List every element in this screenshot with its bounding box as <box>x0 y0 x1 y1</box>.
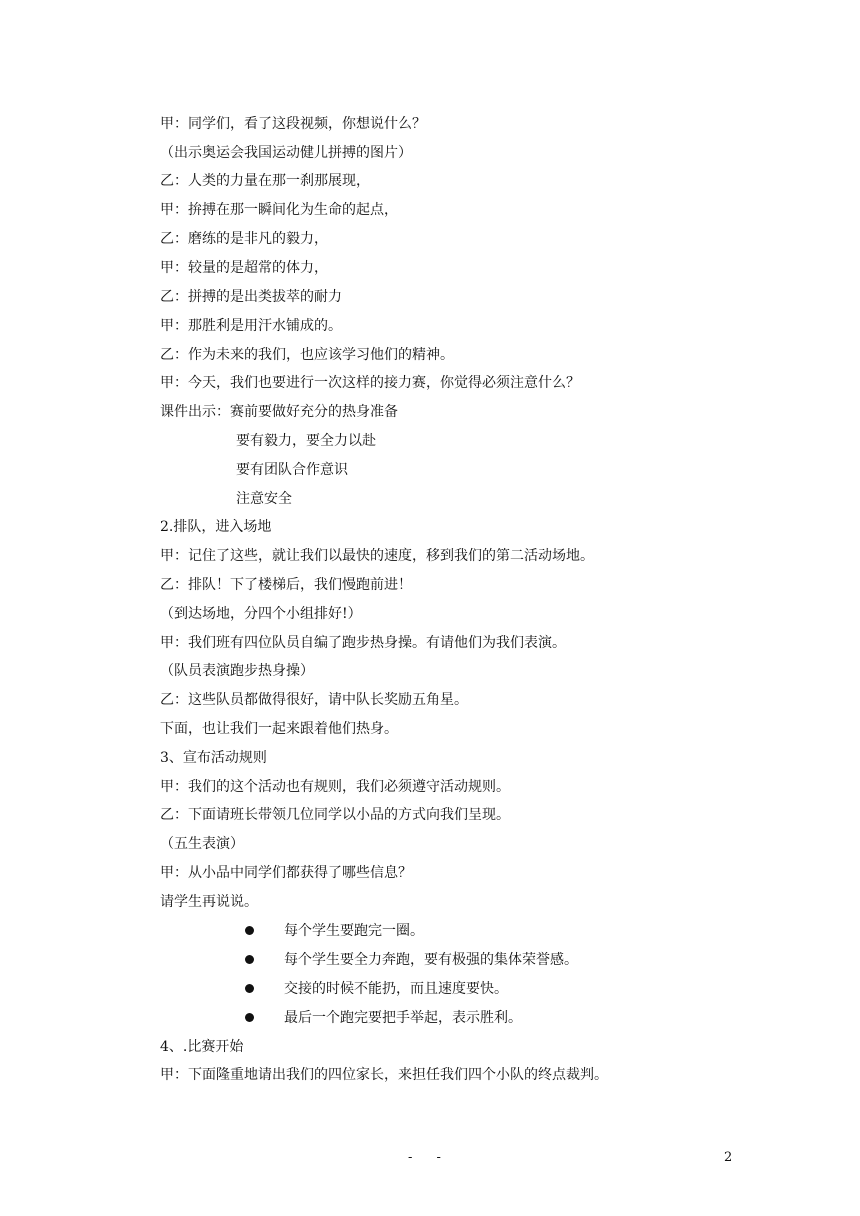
text-line: 甲：从小品中同学们都获得了哪些信息？ <box>160 865 412 881</box>
section-heading: 3、宣布活动规则 <box>160 750 267 766</box>
bullet-text: 交接的时候不能扔，而且速度要快。 <box>284 981 508 997</box>
bullet-dot-icon <box>245 955 254 964</box>
bullet-dot-icon <box>245 1013 254 1022</box>
bullet-dot-icon <box>245 984 254 993</box>
text-line: （队员表演跑步热身操） <box>160 663 314 679</box>
text-line: 乙：人类的力量在那一刹那展现， <box>160 173 370 189</box>
text-line: 课件出示：赛前要做好充分的热身准备 <box>160 404 398 420</box>
text-line: 甲：记住了这些，就让我们以最快的速度，移到我们的第二活动场地。 <box>160 548 594 564</box>
text-line: 要有团队合作意识 <box>236 462 348 478</box>
bullet-text: 最后一个跑完要把手举起，表示胜利。 <box>284 1010 522 1026</box>
text-line: 乙：作为未来的我们，也应该学习他们的精神。 <box>160 347 454 363</box>
text-line: 要有毅力，要全力以赴 <box>236 433 376 449</box>
footer-dashes: - - <box>408 1150 451 1165</box>
text-line: 甲：我们班有四位队员自编了跑步热身操。有请他们为我们表演。 <box>160 635 566 651</box>
text-line: （五生表演） <box>160 836 244 852</box>
text-line: （出示奥运会我国运动健儿拼搏的图片） <box>160 145 412 161</box>
text-line: 乙：排队！下了楼梯后，我们慢跑前进！ <box>160 577 412 593</box>
text-line: 注意安全 <box>236 491 292 507</box>
text-line: 甲：今天，我们也要进行一次这样的接力赛，你觉得必须注意什么？ <box>160 375 580 391</box>
text-line: 甲：拚搏在那一瞬间化为生命的起点， <box>160 202 398 218</box>
text-line: 甲：那胜利是用汗水铺成的。 <box>160 318 342 334</box>
text-line: 甲：我们的这个活动也有规则，我们必须遵守活动规则。 <box>160 779 510 795</box>
page-number: 2 <box>724 1150 733 1165</box>
text-line: （到达场地，分四个小组排好!） <box>160 606 362 622</box>
text-line: 下面，也让我们一起来跟着他们热身。 <box>160 721 398 737</box>
text-line: 乙：这些队员都做得很好，请中队长奖励五角星。 <box>160 692 468 708</box>
text-line: 乙：磨练的是非凡的毅力， <box>160 231 328 247</box>
bullet-text: 每个学生要全力奔跑，要有极强的集体荣誉感。 <box>284 952 578 968</box>
section-heading: 2.排队，进入场地 <box>160 519 272 535</box>
text-line: 甲：下面隆重地请出我们的四位家长，来担任我们四个小队的终点裁判。 <box>160 1067 608 1083</box>
section-heading: 4、.比赛开始 <box>160 1039 244 1055</box>
text-line: 甲：较量的是超常的体力， <box>160 260 328 276</box>
text-line: 乙：下面请班长带领几位同学以小品的方式向我们呈现。 <box>160 807 510 823</box>
text-line: 甲：同学们，看了这段视频，你想说什么？ <box>160 116 426 132</box>
text-line: 请学生再说说。 <box>160 894 258 910</box>
bullet-text: 每个学生要跑完一圈。 <box>284 923 424 939</box>
text-line: 乙：拼搏的是出类拔萃的耐力 <box>160 289 342 305</box>
bullet-dot-icon <box>245 926 254 935</box>
